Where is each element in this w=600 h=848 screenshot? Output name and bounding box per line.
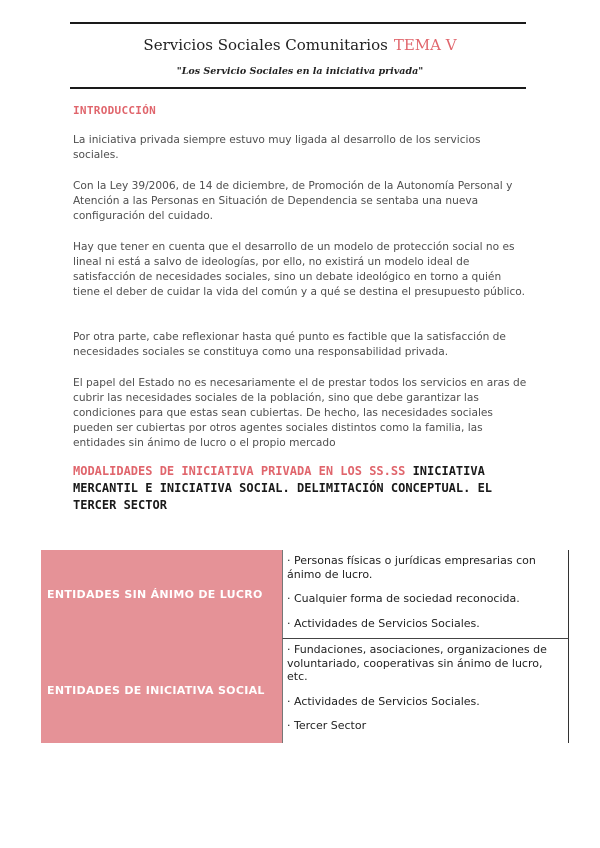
intro-paragraph-1: La iniciativa privada siempre estuvo muy ligada al desarrollo de los servicios sociales. bbox=[73, 134, 481, 161]
list-item: · Tercer Sector bbox=[287, 719, 367, 732]
intro-paragraph-2: Con la Ley 39/2006, de 14 de diciembre, de Promoción de la Autonomía Personal y Atención a las Personas en Situación de Dependencia se sentaba una nueva configuración del cuidado. bbox=[73, 180, 513, 222]
entities-table bbox=[41, 550, 569, 743]
row-items bbox=[282, 550, 569, 638]
intro-paragraph-3: Hay que tener en cuenta que el desarrollo de un modelo de protección social no es lineal ni está a salvo de ideologías, por ello, no existirá un modelo ideal de satisfacción de necesidades sociales, sino un debate ideológico en torno a quién tiene el deber de cuidar la vida del común y a qué se destina el presupuesto público. bbox=[73, 241, 525, 298]
modalidades-heading-black: INICIATIVA MERCANTIL E INICIATIVA SOCIAL. DELIMITACIÓN CONCEPTUAL. EL TERCER SECTOR bbox=[73, 464, 493, 512]
row-label: ENTIDADES DE INICIATIVA SOCIAL bbox=[41, 638, 282, 743]
header-top-rule bbox=[70, 22, 526, 24]
list-item: · Fundaciones, asociaciones, organizaciones de voluntariado, cooperativas sin ánimo de lucro, etc. bbox=[287, 643, 547, 683]
intro-paragraph-5: El papel del Estado no es necesariamente el de prestar todos los servicios en aras de cubrir las necesidades sociales de la población, sino que debe garantizar las condiciones para que estas sean cubiertas. De hecho, las necesidades sociales pueden ser cubiertas por otros agentes sociales distintos como la familia, las entidades sin ánimo de lucro o el propio mercado bbox=[73, 377, 527, 449]
list-item: · Cualquier forma de sociedad reconocida. bbox=[287, 592, 520, 605]
tema-label: TEMA V bbox=[393, 36, 457, 54]
list-item: · Personas físicas o jurídicas empresarias con ánimo de lucro. bbox=[287, 554, 536, 581]
table-row bbox=[41, 550, 569, 638]
table-row bbox=[41, 638, 569, 743]
modalidades-heading bbox=[73, 463, 528, 514]
header-bottom-rule bbox=[70, 87, 526, 89]
intro-heading: INTRODUCCIÓN bbox=[73, 104, 157, 117]
page-title bbox=[0, 36, 600, 54]
page-title-text: Servicios Sociales Comunitarios bbox=[143, 36, 388, 54]
list-item: · Actividades de Servicios Sociales. bbox=[287, 616, 480, 630]
modalidades-heading-red: MODALIDADES DE INICIATIVA PRIVADA EN LOS SS.SS bbox=[73, 464, 406, 478]
list-item: · Actividades de Servicios Sociales. bbox=[287, 694, 480, 708]
intro-paragraph-4: Por otra parte, cabe reflexionar hasta qué punto es factible que la satisfacción de necesidades sociales se constituya como una responsabilidad privada. bbox=[73, 331, 506, 358]
row-label: ENTIDADES SIN ÁNIMO DE LUCRO bbox=[41, 550, 282, 638]
page-subtitle: "Los Servicio Sociales en la iniciativa privada" bbox=[176, 66, 424, 77]
row-items bbox=[282, 638, 569, 743]
